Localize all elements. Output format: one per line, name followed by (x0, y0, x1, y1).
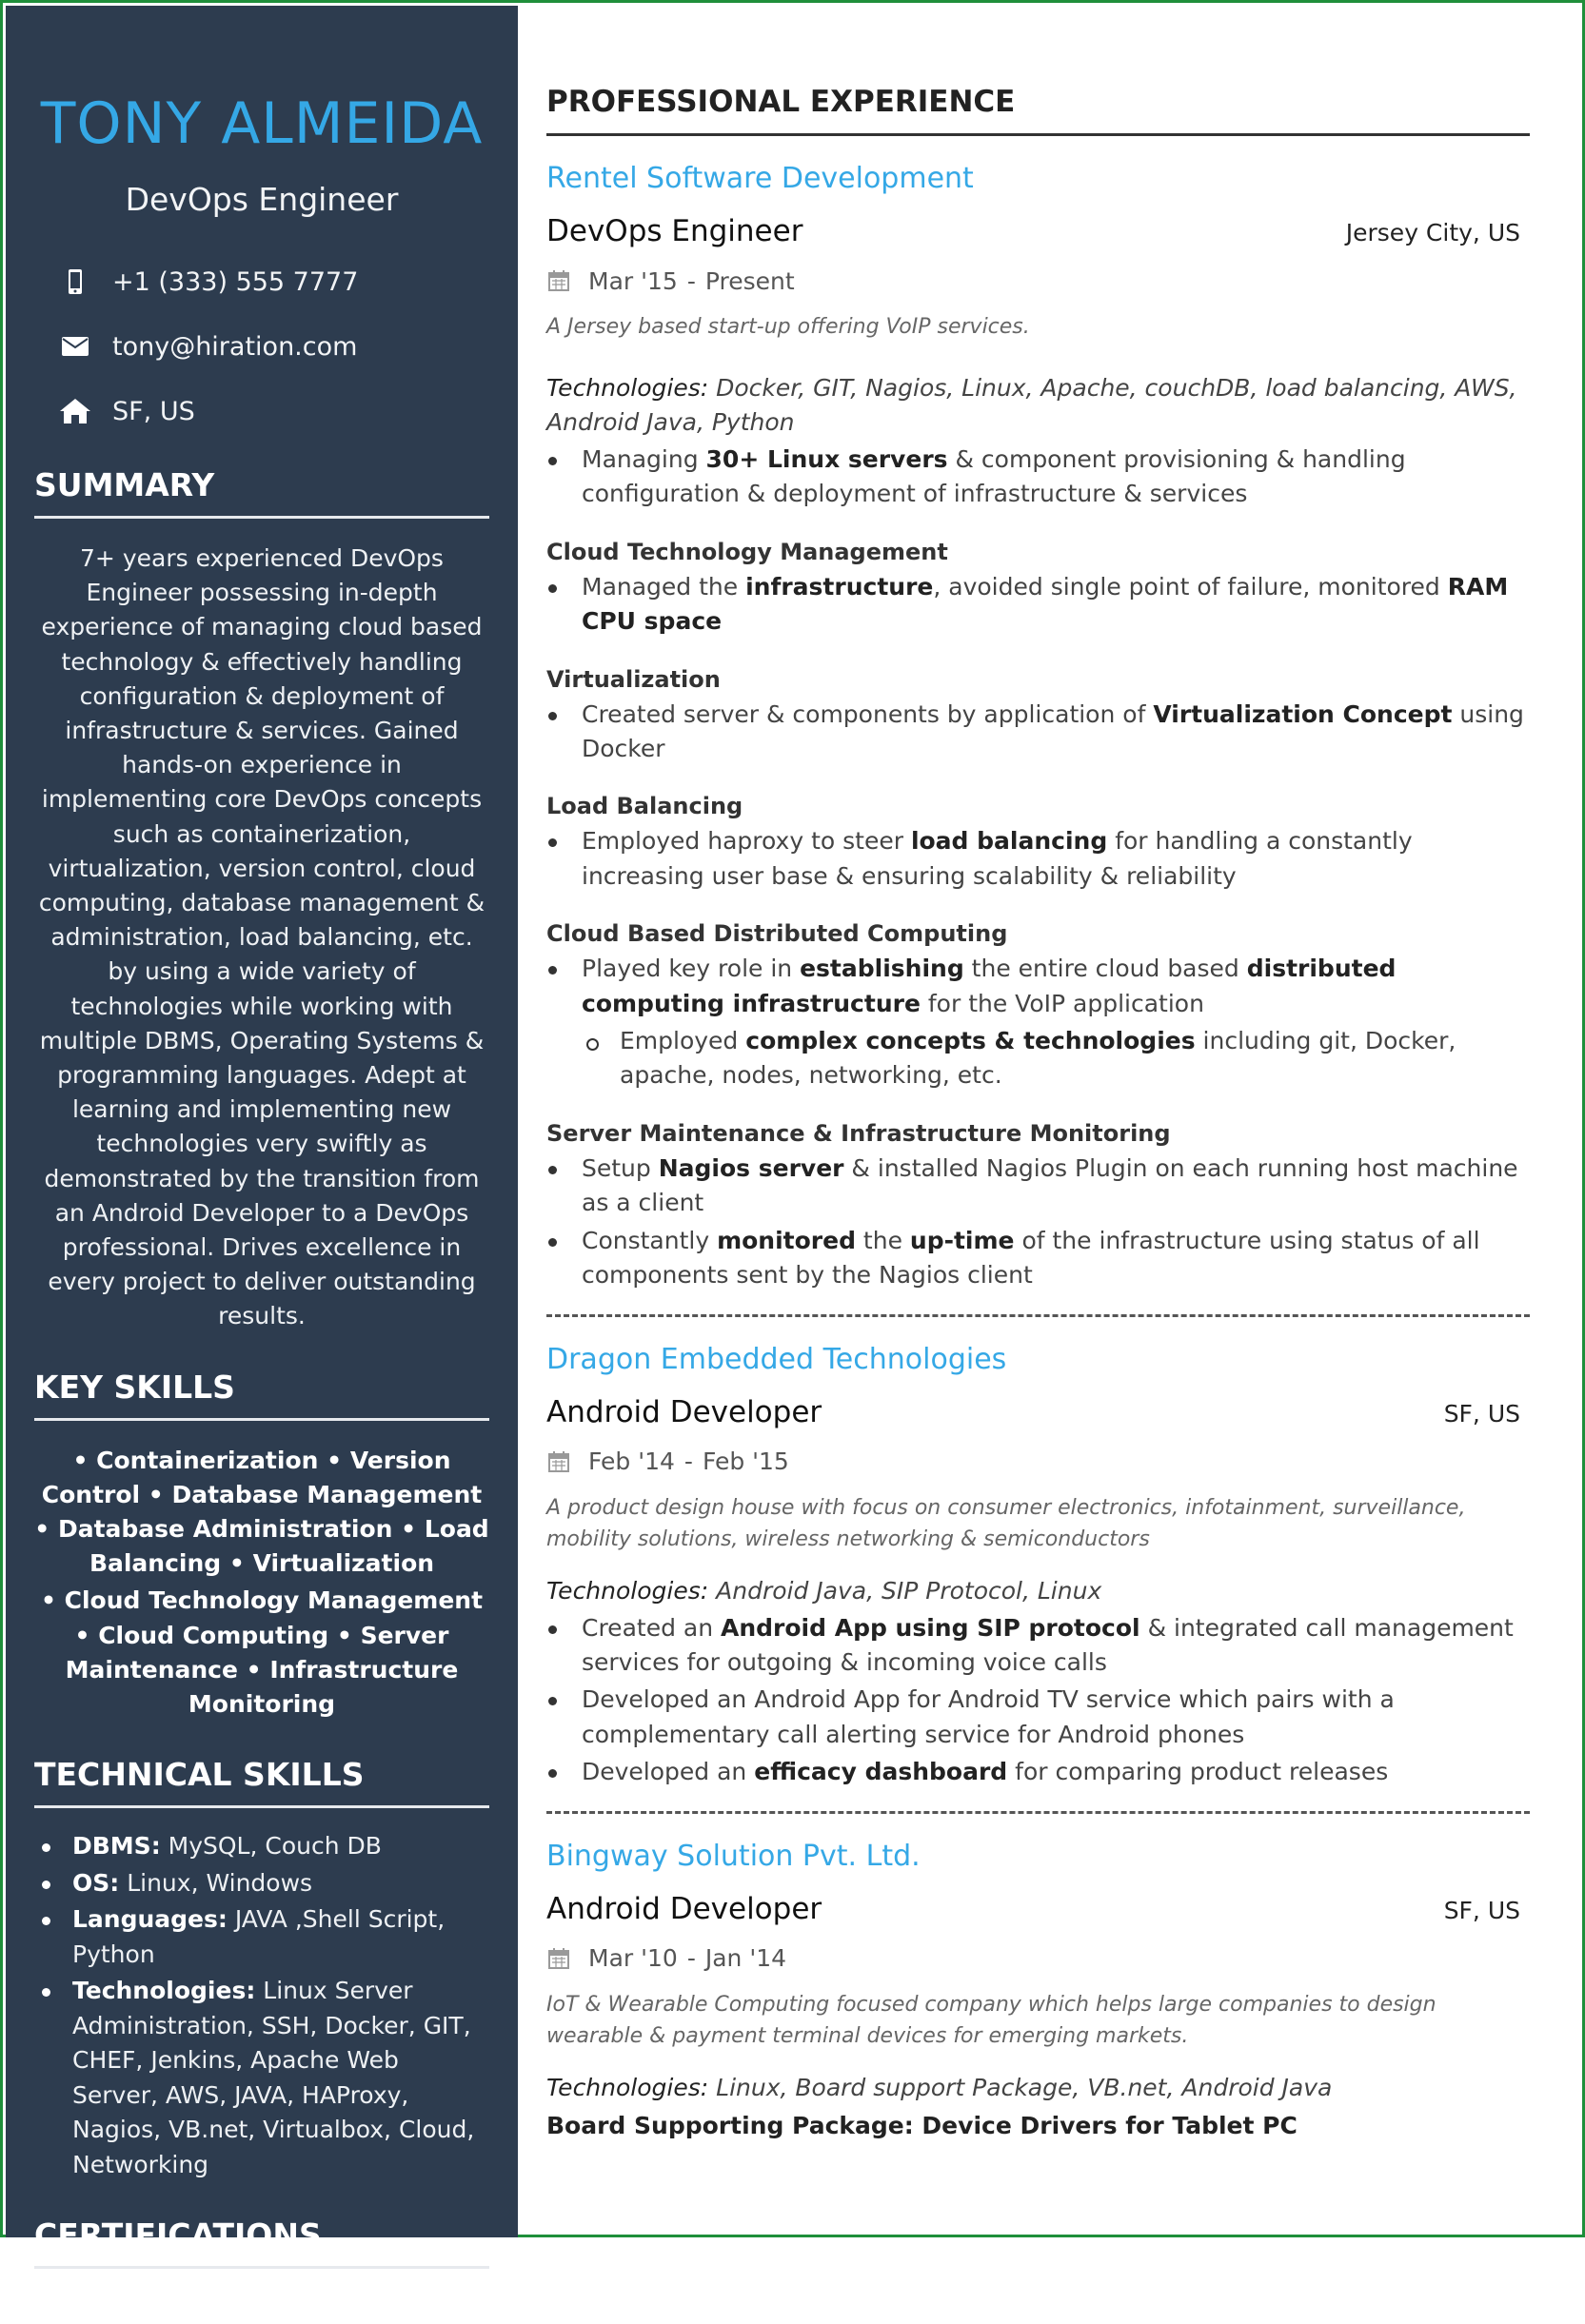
technologies-line (546, 1574, 1530, 1608)
bullet-item (546, 1224, 1530, 1293)
bullet-text: of the infrastructure using status of all components sent by the Nagios client (582, 1226, 1480, 1290)
technologies-value: Linux, Board support Package, VB.net, Android Java (708, 2073, 1333, 2101)
bullet-item (546, 1611, 1530, 1681)
bullet-list (546, 570, 1530, 640)
skill-value: MySQL, Couch DB (160, 1832, 382, 1861)
company-description: IoT & Wearable Computing focused company which helps large companies to design wearable & payment terminal devices for emerging markets. (546, 1992, 1436, 2048)
bullet-list (546, 1611, 1530, 1790)
job-title: Android Developer (546, 1891, 822, 1926)
calendar-icon (548, 1451, 569, 1472)
phone-icon (48, 269, 103, 294)
bullet-bold: RAM CPU space (582, 572, 1509, 636)
bullet-item (546, 1152, 1530, 1221)
bullet-list (546, 1152, 1530, 1293)
bullet-text: for comparing product releases (1007, 1758, 1389, 1786)
bullet-bold: infrastructure (745, 572, 934, 601)
job-location: Jersey City, US (1345, 219, 1520, 246)
calendar-icon (548, 1948, 569, 1969)
bullet-list (546, 824, 1530, 894)
bullet-text: for the VoIP application (920, 989, 1204, 1017)
candidate-role: DevOps Engineer (125, 181, 399, 218)
company-name: Bingway Solution Pvt. Ltd. (546, 1839, 921, 1873)
section-heading: Virtualization (546, 665, 721, 693)
bullet-text: Employed haproxy to steer (582, 827, 911, 856)
company-name: Rentel Software Development (546, 162, 974, 195)
technical-skill-item (34, 1829, 489, 1864)
technical-skills-list (34, 1829, 489, 2182)
bullet-item (546, 443, 1530, 512)
contact-location (34, 379, 489, 443)
bullet-bold: complex concepts & technologies (745, 1027, 1196, 1055)
technologies-line (546, 371, 1530, 440)
job-entry (546, 1342, 1530, 1790)
candidate-name: TONY ALMEIDA (40, 90, 484, 157)
bullet-bold: monitored (717, 1226, 856, 1254)
bullet-text: including git, Docker, apache, nodes, networking, etc. (620, 1027, 1456, 1090)
bullet-item (546, 952, 1530, 1021)
bullet-text: & integrated call management services for outgoing & incoming voice calls (582, 1613, 1514, 1676)
technologies-value: Android Java, SIP Protocol, Linux (708, 1576, 1102, 1605)
bullet-list (546, 443, 1530, 512)
certifications-title: CERTIFICATIONS (34, 2215, 489, 2269)
start-date: Mar '10 (588, 1944, 678, 1973)
bullet-text: Created an (582, 1613, 721, 1642)
technical-skill-item (34, 1866, 489, 1901)
section-heading: Board Supporting Package: Device Drivers for Tablet PC (546, 2111, 1298, 2139)
certifications-list (34, 2290, 489, 2324)
bullet-text: the (855, 1226, 910, 1254)
sub-bullet-item (546, 1024, 1530, 1093)
skill-label: OS: (72, 1868, 120, 1897)
bullet-item (546, 698, 1530, 767)
certification-item: AWS Solution Architect | ’17 (34, 2290, 489, 2324)
bullet-text: for handling a constantly increasing user base & ensuring scalability & reliability (582, 827, 1413, 890)
bullet-text: Developed an Android App for Android TV service which pairs with a complementary call alerting service for Android phones (582, 1685, 1395, 1748)
date-separator: - (686, 266, 696, 295)
bullet-bold: Nagios server (658, 1153, 844, 1182)
bullet-text: using Docker (582, 699, 1524, 763)
section-heading: Cloud Technology Management (546, 538, 948, 565)
experience-title: PROFESSIONAL EXPERIENCE (546, 84, 1530, 136)
date-separator: - (686, 1944, 696, 1973)
job-divider (546, 1811, 1530, 1814)
contact-phone (34, 249, 489, 314)
bullet-bold: establishing (800, 955, 964, 983)
job-title: DevOps Engineer (546, 214, 803, 248)
skill-label: DBMS: (72, 1832, 161, 1861)
bullet-bold: load balancing (910, 827, 1108, 856)
section-heading: Server Maintenance & Infrastructure Monitoring (546, 1119, 1171, 1147)
summary-text: 7+ years experienced DevOps Engineer possessing in-depth experience of managing cloud based technology & effectively handling configuration & deployment of infrastructure & services. Gained hands-on experience in implementing core DevOps concepts such as containerization, virtualization, version control, cloud computing, database management & administration, load balancing, etc. by using a wide variety of technologies while working with multiple DBMS, Operating Systems & programming languages. Adept at learning and implementing new technologies very swiftly as demonstrated by the transition from an Android Developer to a DevOps professional. Drives excellence in every project to deliver outstanding results. (38, 544, 485, 1330)
bullet-text: Managing (582, 445, 706, 473)
bullet-text: Constantly (582, 1226, 718, 1254)
bullet-list (546, 698, 1530, 767)
contact-info (34, 249, 489, 443)
end-date: Present (704, 266, 795, 295)
start-date: Mar '15 (588, 266, 678, 295)
bullet-text: , avoided single point of failure, monitored (933, 572, 1448, 601)
job-entry (546, 1839, 1530, 2143)
skill-value: Linux, Windows (119, 1868, 313, 1897)
end-date: Jan '14 (704, 1944, 787, 1973)
technical-skill-item (34, 1974, 489, 2182)
bullet-bold: distributed computing infrastructure (582, 955, 1397, 1017)
bullet-item (546, 1683, 1530, 1752)
job-header (546, 212, 1530, 250)
job-dates (546, 1445, 1530, 1479)
calendar-icon (548, 270, 569, 291)
technical-skills-title: TECHNICAL SKILLS (34, 1754, 489, 1808)
company-description: A Jersey based start-up offering VoIP services. (546, 315, 1030, 339)
bullet-item (546, 824, 1530, 894)
end-date: Feb '15 (702, 1448, 789, 1475)
bullet-text: Managed the (582, 572, 746, 601)
job-divider (546, 1314, 1530, 1317)
bullet-text: & component provisioning & handling configuration & deployment of infrastructure & services (582, 445, 1406, 508)
job-dates (546, 264, 1530, 298)
job-location: SF, US (1443, 1896, 1520, 1924)
bullet-text: Setup (582, 1153, 659, 1182)
summary-title: SUMMARY (34, 464, 489, 519)
technologies-label: Technologies: (546, 2073, 709, 2101)
bullet-item (546, 1755, 1530, 1789)
key-skills-line: • Containerization • Version Control • Database Management • Database Administration • Load Balancing • Virtualization (34, 1446, 489, 1578)
start-date: Feb '14 (588, 1448, 675, 1475)
company-name: Dragon Embedded Technologies (546, 1342, 1007, 1376)
job-header (546, 1890, 1530, 1928)
date-separator: - (684, 1448, 693, 1475)
location-text: SF, US (112, 396, 195, 426)
key-skills-line: • Cloud Technology Management • Cloud Computing • Server Maintenance • Infrastructure Monitoring (40, 1586, 484, 1719)
bullet-text: the entire cloud based (963, 955, 1247, 983)
technical-skill-item (34, 1902, 489, 1972)
bullet-text: Played key role in (582, 955, 801, 983)
job-location: SF, US (1443, 1399, 1520, 1428)
skill-label: Languages: (72, 1905, 228, 1934)
technologies-value: Docker, GIT, Nagios, Linux, Apache, couchDB, load balancing, AWS, Android Java, Python (546, 374, 1517, 436)
section-heading: Cloud Based Distributed Computing (546, 920, 1008, 948)
skill-label: Technologies: (72, 1977, 256, 2005)
job-entry (546, 161, 1530, 1293)
bullet-bold: efficacy dashboard (754, 1758, 1008, 1786)
sidebar (6, 6, 518, 2321)
section-heading: Load Balancing (546, 793, 743, 820)
bullet-bold: 30+ Linux servers (705, 445, 948, 473)
bullet-bold: up-time (909, 1226, 1015, 1254)
job-header (546, 1393, 1530, 1431)
bullet-text: Developed an (582, 1758, 755, 1786)
envelope-icon (48, 337, 103, 356)
bullet-bold: Virtualization Concept (1153, 699, 1453, 728)
skill-value: Linux Server Administration, SSH, Docker, GIT, CHEF, Jenkins, Apache Web Server, AWS, JAVA, HAProxy, Nagios, VB.net, Virtualbox, Cloud, Networking (72, 1977, 475, 2178)
skill-value: JAVA ,Shell Script, Python (72, 1905, 446, 1968)
email-text: tony@hiration.com (112, 331, 358, 362)
bullet-item (546, 570, 1530, 640)
bullet-text: Created server & components by application of (582, 699, 1154, 728)
contact-email (34, 314, 489, 379)
job-dates (546, 1941, 1530, 1976)
bullet-bold: Android App using SIP protocol (721, 1613, 1140, 1642)
key-skills-title: KEY SKILLS (34, 1367, 489, 1421)
technologies-line (546, 2071, 1530, 2105)
key-skills (34, 1444, 489, 1723)
company-description: A product design house with focus on consumer electronics, infotainment, surveillance, mobility solutions, wireless networking & semiconductors (546, 1495, 1466, 1551)
bullet-text: Employed (620, 1027, 746, 1055)
home-icon (48, 398, 103, 424)
phone-text: +1 (333) 555 7777 (112, 266, 359, 297)
bullet-list (546, 952, 1530, 1093)
technologies-label: Technologies: (546, 374, 709, 402)
technologies-label: Technologies: (546, 1576, 709, 1605)
main-content (518, 6, 1582, 2237)
bullet-text: & installed Nagios Plugin on each running host machine as a client (582, 1153, 1518, 1217)
job-title: Android Developer (546, 1394, 822, 1429)
